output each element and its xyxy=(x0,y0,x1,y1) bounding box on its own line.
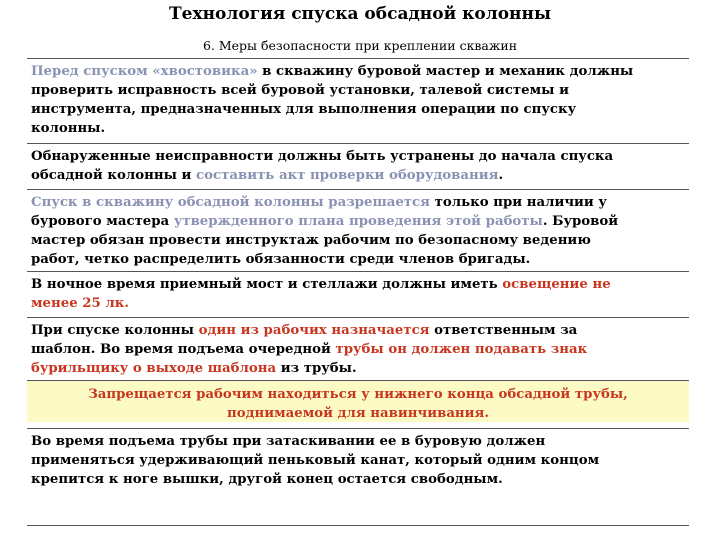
body-text: При спуске колонны xyxy=(31,323,199,338)
section-tailpipe-check xyxy=(27,58,689,141)
highlight-text: Спуск в скважину обсадной колонны разрешается xyxy=(31,195,430,210)
body-text: колонны. xyxy=(31,121,106,136)
body-text: крепится к ноге вышки, другой конец остается свободным. xyxy=(31,472,503,487)
body-text: работ, четко распределить обязанности среди членов бригады. xyxy=(31,252,531,267)
warning-text: трубы он должен подавать знак xyxy=(335,342,588,357)
bottom-divider xyxy=(27,525,689,526)
body-text: Обнаруженные неисправности должны быть устранены до начала спуска xyxy=(31,149,614,164)
body-text: из трубы. xyxy=(276,361,357,376)
body-text: бурового мастера xyxy=(31,214,174,229)
prohibition-text: поднимаемой для навинчивания. xyxy=(227,406,489,421)
body-text: в скважину буровой мастер и механик должны xyxy=(257,64,634,79)
body-text: обсадной колонны и xyxy=(31,168,197,183)
section-template xyxy=(27,317,689,378)
body-text: Во время подъема трубы при затаскивании ее в буровую должен xyxy=(31,434,546,449)
body-text: . Буровой xyxy=(542,214,619,229)
page-title: Технология спуска обсадной колонны xyxy=(168,4,551,24)
body-text: . xyxy=(498,168,504,183)
body-text: мастер обязан провести инструктаж рабочим по безопасному ведению xyxy=(31,233,591,248)
warning-text: один из рабочих назначается xyxy=(198,323,430,338)
body-text: инструмента, предназначенных для выполнения операции по спуску xyxy=(31,102,577,117)
highlight-text: Перед спуском «хвостовика» xyxy=(31,64,258,79)
warning-text: менее 25 лк. xyxy=(31,296,130,311)
body-text: шаблон. Во время подъема очередной xyxy=(31,342,336,357)
body-text: ответственным за xyxy=(429,323,578,338)
page-subtitle: 6. Меры безопасности при креплении скважин xyxy=(202,38,518,53)
section-rope xyxy=(27,428,689,488)
warning-text: освещение не xyxy=(502,277,611,292)
highlight-text: составить акт проверки оборудования xyxy=(196,168,499,183)
body-text: проверить исправность всей буровой установки, талевой системы и xyxy=(31,83,569,98)
section-faults xyxy=(27,143,689,187)
body-text: В ночное время приемный мост и стеллажи должны иметь xyxy=(31,277,503,292)
section-prohibition xyxy=(27,380,689,422)
body-text: применяться удерживающий пеньковый канат, который одним концом xyxy=(31,453,600,468)
prohibition-text: Запрещается рабочим находиться у нижнего конца обсадной трубы, xyxy=(88,387,628,402)
section-night-lighting xyxy=(27,271,689,315)
body-text: только при наличии у xyxy=(429,195,607,210)
section-permission xyxy=(27,189,689,269)
highlight-text: утвержденного плана проведения этой работы xyxy=(173,214,543,229)
warning-text: бурильщику о выходе шаблона xyxy=(31,361,277,376)
